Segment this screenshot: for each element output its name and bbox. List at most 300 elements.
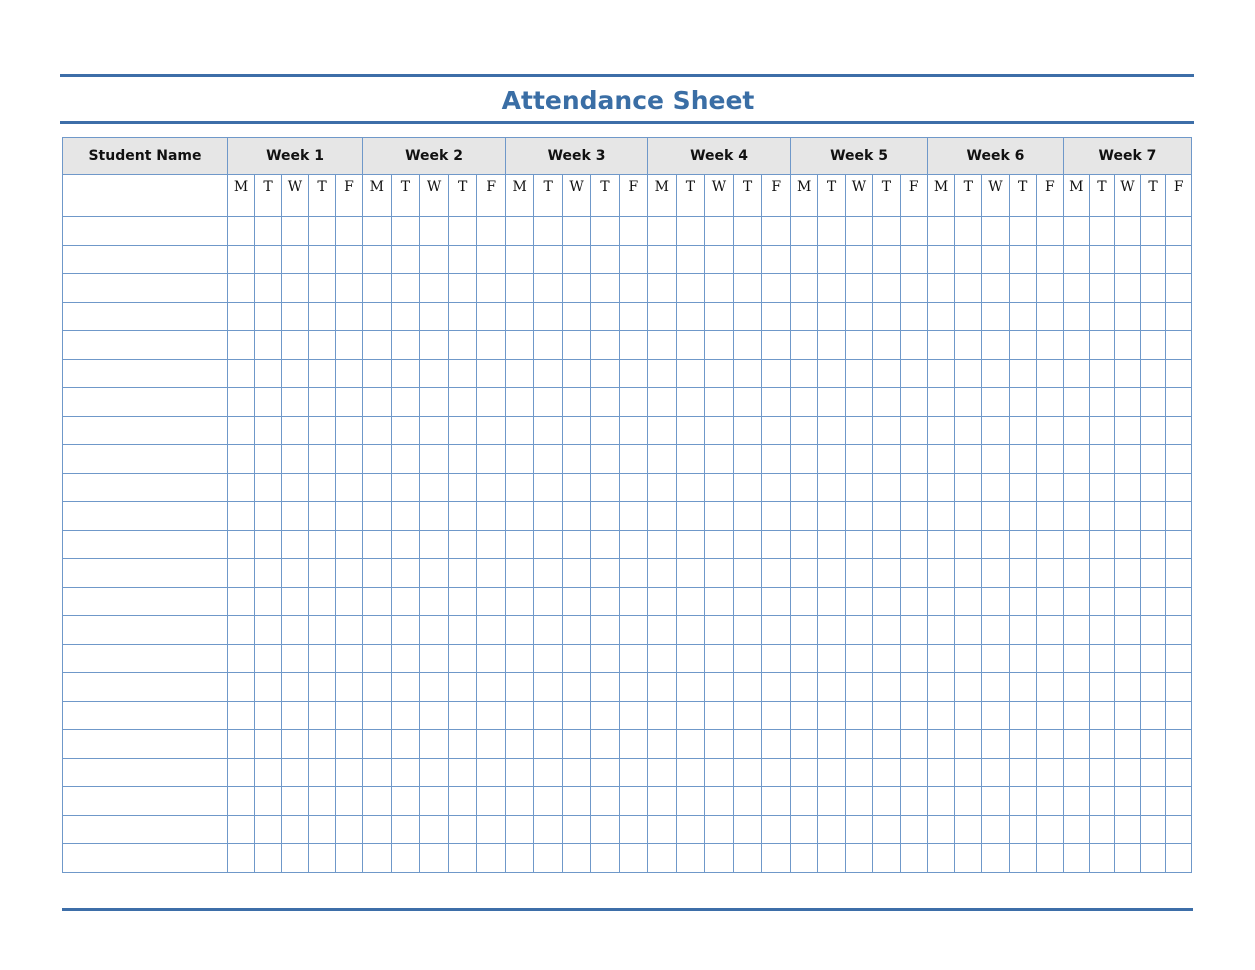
attendance-cell[interactable] [955,359,982,388]
student-name-cell[interactable] [63,445,228,474]
attendance-cell[interactable] [420,217,449,246]
attendance-cell[interactable] [648,388,677,417]
attendance-cell[interactable] [309,644,336,673]
attendance-cell[interactable] [705,388,734,417]
attendance-cell[interactable] [733,245,762,274]
attendance-cell[interactable] [1115,587,1141,616]
attendance-cell[interactable] [336,701,363,730]
attendance-cell[interactable] [762,416,791,445]
attendance-cell[interactable] [873,530,900,559]
attendance-cell[interactable] [282,359,309,388]
attendance-cell[interactable] [982,274,1009,303]
attendance-cell[interactable] [1036,644,1063,673]
attendance-cell[interactable] [477,844,506,873]
attendance-cell[interactable] [255,644,282,673]
attendance-cell[interactable] [1140,844,1166,873]
attendance-cell[interactable] [309,245,336,274]
attendance-cell[interactable] [818,701,845,730]
attendance-cell[interactable] [676,217,705,246]
attendance-cell[interactable] [448,730,477,759]
attendance-cell[interactable] [591,815,619,844]
student-name-cell[interactable] [63,815,228,844]
attendance-cell[interactable] [1063,616,1089,645]
attendance-cell[interactable] [506,673,534,702]
attendance-cell[interactable] [363,587,392,616]
student-name-cell[interactable] [63,673,228,702]
attendance-cell[interactable] [900,616,927,645]
attendance-cell[interactable] [845,302,872,331]
attendance-cell[interactable] [591,502,619,531]
attendance-cell[interactable] [1009,844,1036,873]
attendance-cell[interactable] [1036,359,1063,388]
attendance-cell[interactable] [928,445,955,474]
attendance-cell[interactable] [309,473,336,502]
attendance-cell[interactable] [982,616,1009,645]
attendance-cell[interactable] [336,302,363,331]
attendance-cell[interactable] [534,274,562,303]
attendance-cell[interactable] [448,245,477,274]
attendance-cell[interactable] [900,445,927,474]
attendance-cell[interactable] [363,416,392,445]
attendance-cell[interactable] [900,302,927,331]
attendance-cell[interactable] [1115,445,1141,474]
attendance-cell[interactable] [1166,302,1192,331]
attendance-cell[interactable] [1063,787,1089,816]
attendance-cell[interactable] [309,701,336,730]
attendance-cell[interactable] [845,502,872,531]
attendance-cell[interactable] [1115,217,1141,246]
attendance-cell[interactable] [363,245,392,274]
attendance-cell[interactable] [791,701,818,730]
attendance-cell[interactable] [391,331,420,360]
attendance-cell[interactable] [818,587,845,616]
attendance-cell[interactable] [1166,644,1192,673]
attendance-cell[interactable] [506,530,534,559]
attendance-cell[interactable] [1009,787,1036,816]
attendance-cell[interactable] [845,530,872,559]
attendance-cell[interactable] [955,274,982,303]
attendance-cell[interactable] [982,416,1009,445]
attendance-cell[interactable] [1115,331,1141,360]
attendance-cell[interactable] [1036,445,1063,474]
attendance-cell[interactable] [506,815,534,844]
attendance-cell[interactable] [1089,359,1115,388]
attendance-cell[interactable] [255,217,282,246]
attendance-cell[interactable] [955,673,982,702]
attendance-cell[interactable] [420,701,449,730]
attendance-cell[interactable] [506,644,534,673]
attendance-cell[interactable] [228,416,255,445]
attendance-cell[interactable] [506,274,534,303]
student-name-cell[interactable] [63,473,228,502]
attendance-cell[interactable] [591,530,619,559]
attendance-cell[interactable] [928,587,955,616]
attendance-cell[interactable] [1089,217,1115,246]
attendance-cell[interactable] [928,530,955,559]
attendance-cell[interactable] [228,644,255,673]
attendance-cell[interactable] [733,844,762,873]
attendance-cell[interactable] [448,559,477,588]
attendance-cell[interactable] [1036,274,1063,303]
attendance-cell[interactable] [791,388,818,417]
attendance-cell[interactable] [420,559,449,588]
attendance-cell[interactable] [477,359,506,388]
attendance-cell[interactable] [1166,274,1192,303]
attendance-cell[interactable] [391,530,420,559]
attendance-cell[interactable] [845,245,872,274]
attendance-cell[interactable] [1009,473,1036,502]
attendance-cell[interactable] [900,559,927,588]
attendance-cell[interactable] [562,359,590,388]
attendance-cell[interactable] [336,445,363,474]
attendance-cell[interactable] [733,388,762,417]
attendance-cell[interactable] [648,844,677,873]
attendance-cell[interactable] [477,530,506,559]
attendance-cell[interactable] [1089,473,1115,502]
attendance-cell[interactable] [420,787,449,816]
attendance-cell[interactable] [791,530,818,559]
attendance-cell[interactable] [818,245,845,274]
attendance-cell[interactable] [363,787,392,816]
attendance-cell[interactable] [1063,587,1089,616]
attendance-cell[interactable] [448,359,477,388]
attendance-cell[interactable] [1063,644,1089,673]
attendance-cell[interactable] [336,530,363,559]
attendance-cell[interactable] [982,559,1009,588]
attendance-cell[interactable] [420,673,449,702]
attendance-cell[interactable] [873,701,900,730]
attendance-cell[interactable] [873,559,900,588]
attendance-cell[interactable] [955,644,982,673]
attendance-cell[interactable] [648,758,677,787]
attendance-cell[interactable] [282,701,309,730]
attendance-cell[interactable] [1063,530,1089,559]
student-name-cell[interactable] [63,175,228,217]
attendance-cell[interactable] [982,730,1009,759]
attendance-cell[interactable] [900,473,927,502]
attendance-cell[interactable] [363,616,392,645]
attendance-cell[interactable] [228,388,255,417]
attendance-cell[interactable] [363,815,392,844]
attendance-cell[interactable] [534,644,562,673]
attendance-cell[interactable] [928,559,955,588]
attendance-cell[interactable] [845,587,872,616]
attendance-cell[interactable] [1115,844,1141,873]
attendance-cell[interactable] [1063,388,1089,417]
attendance-cell[interactable] [791,359,818,388]
attendance-cell[interactable] [255,331,282,360]
attendance-cell[interactable] [391,815,420,844]
attendance-cell[interactable] [309,673,336,702]
attendance-cell[interactable] [1166,815,1192,844]
attendance-cell[interactable] [534,559,562,588]
attendance-cell[interactable] [448,302,477,331]
attendance-cell[interactable] [477,331,506,360]
attendance-cell[interactable] [420,473,449,502]
attendance-cell[interactable] [1089,416,1115,445]
attendance-cell[interactable] [900,217,927,246]
attendance-cell[interactable] [477,758,506,787]
attendance-cell[interactable] [309,730,336,759]
attendance-cell[interactable] [762,502,791,531]
attendance-cell[interactable] [873,445,900,474]
attendance-cell[interactable] [955,758,982,787]
attendance-cell[interactable] [391,473,420,502]
attendance-cell[interactable] [818,473,845,502]
attendance-cell[interactable] [762,815,791,844]
attendance-cell[interactable] [534,245,562,274]
attendance-cell[interactable] [1115,245,1141,274]
attendance-cell[interactable] [762,616,791,645]
attendance-cell[interactable] [562,644,590,673]
attendance-cell[interactable] [1036,331,1063,360]
attendance-cell[interactable] [818,673,845,702]
attendance-cell[interactable] [591,359,619,388]
attendance-cell[interactable] [762,644,791,673]
attendance-cell[interactable] [982,787,1009,816]
student-name-cell[interactable] [63,530,228,559]
attendance-cell[interactable] [534,673,562,702]
attendance-cell[interactable] [420,844,449,873]
attendance-cell[interactable] [363,302,392,331]
attendance-cell[interactable] [591,274,619,303]
attendance-cell[interactable] [448,388,477,417]
attendance-cell[interactable] [733,502,762,531]
attendance-cell[interactable] [733,359,762,388]
attendance-cell[interactable] [534,815,562,844]
attendance-cell[interactable] [982,530,1009,559]
attendance-cell[interactable] [1089,559,1115,588]
attendance-cell[interactable] [228,217,255,246]
attendance-cell[interactable] [420,445,449,474]
attendance-cell[interactable] [1089,787,1115,816]
attendance-cell[interactable] [1166,844,1192,873]
attendance-cell[interactable] [420,587,449,616]
attendance-cell[interactable] [845,673,872,702]
attendance-cell[interactable] [900,815,927,844]
attendance-cell[interactable] [336,758,363,787]
attendance-cell[interactable] [1009,673,1036,702]
attendance-cell[interactable] [1115,473,1141,502]
attendance-cell[interactable] [619,445,647,474]
attendance-cell[interactable] [900,416,927,445]
attendance-cell[interactable] [1036,701,1063,730]
attendance-cell[interactable] [762,302,791,331]
attendance-cell[interactable] [391,274,420,303]
attendance-cell[interactable] [705,245,734,274]
attendance-cell[interactable] [705,815,734,844]
attendance-cell[interactable] [228,530,255,559]
attendance-cell[interactable] [1063,701,1089,730]
attendance-cell[interactable] [255,758,282,787]
attendance-cell[interactable] [619,644,647,673]
attendance-cell[interactable] [619,217,647,246]
attendance-cell[interactable] [733,302,762,331]
attendance-cell[interactable] [228,616,255,645]
attendance-cell[interactable] [928,331,955,360]
attendance-cell[interactable] [1166,559,1192,588]
attendance-cell[interactable] [619,530,647,559]
attendance-cell[interactable] [955,559,982,588]
attendance-cell[interactable] [873,673,900,702]
attendance-cell[interactable] [1036,815,1063,844]
attendance-cell[interactable] [391,787,420,816]
attendance-cell[interactable] [928,787,955,816]
attendance-cell[interactable] [1115,730,1141,759]
attendance-cell[interactable] [818,787,845,816]
attendance-cell[interactable] [1063,416,1089,445]
attendance-cell[interactable] [420,416,449,445]
attendance-cell[interactable] [282,587,309,616]
attendance-cell[interactable] [1063,359,1089,388]
attendance-cell[interactable] [1115,559,1141,588]
attendance-cell[interactable] [619,388,647,417]
student-name-cell[interactable] [63,787,228,816]
attendance-cell[interactable] [1140,416,1166,445]
attendance-cell[interactable] [928,245,955,274]
attendance-cell[interactable] [791,559,818,588]
attendance-cell[interactable] [791,217,818,246]
attendance-cell[interactable] [363,274,392,303]
attendance-cell[interactable] [845,701,872,730]
attendance-cell[interactable] [255,815,282,844]
attendance-cell[interactable] [676,701,705,730]
attendance-cell[interactable] [705,559,734,588]
attendance-cell[interactable] [1063,331,1089,360]
attendance-cell[interactable] [448,502,477,531]
attendance-cell[interactable] [255,730,282,759]
attendance-cell[interactable] [282,416,309,445]
attendance-cell[interactable] [282,445,309,474]
attendance-cell[interactable] [228,302,255,331]
attendance-cell[interactable] [506,359,534,388]
attendance-cell[interactable] [282,331,309,360]
attendance-cell[interactable] [228,559,255,588]
attendance-cell[interactable] [534,217,562,246]
attendance-cell[interactable] [845,815,872,844]
attendance-cell[interactable] [1115,274,1141,303]
attendance-cell[interactable] [255,473,282,502]
student-name-cell[interactable] [63,844,228,873]
attendance-cell[interactable] [420,730,449,759]
attendance-cell[interactable] [873,473,900,502]
attendance-cell[interactable] [733,217,762,246]
attendance-cell[interactable] [955,502,982,531]
attendance-cell[interactable] [982,445,1009,474]
attendance-cell[interactable] [762,787,791,816]
attendance-cell[interactable] [705,502,734,531]
attendance-cell[interactable] [1115,388,1141,417]
attendance-cell[interactable] [562,416,590,445]
attendance-cell[interactable] [1009,758,1036,787]
attendance-cell[interactable] [282,787,309,816]
attendance-cell[interactable] [363,758,392,787]
attendance-cell[interactable] [477,302,506,331]
attendance-cell[interactable] [477,217,506,246]
attendance-cell[interactable] [762,274,791,303]
attendance-cell[interactable] [982,758,1009,787]
attendance-cell[interactable] [705,787,734,816]
attendance-cell[interactable] [928,815,955,844]
attendance-cell[interactable] [733,559,762,588]
attendance-cell[interactable] [477,245,506,274]
attendance-cell[interactable] [534,587,562,616]
attendance-cell[interactable] [705,217,734,246]
attendance-cell[interactable] [1036,217,1063,246]
attendance-cell[interactable] [676,758,705,787]
attendance-cell[interactable] [955,473,982,502]
attendance-cell[interactable] [420,331,449,360]
attendance-cell[interactable] [363,530,392,559]
attendance-cell[interactable] [818,758,845,787]
attendance-cell[interactable] [591,331,619,360]
attendance-cell[interactable] [363,217,392,246]
attendance-cell[interactable] [448,416,477,445]
attendance-cell[interactable] [1115,787,1141,816]
attendance-cell[interactable] [255,502,282,531]
attendance-cell[interactable] [762,673,791,702]
attendance-cell[interactable] [1140,331,1166,360]
attendance-cell[interactable] [562,787,590,816]
attendance-cell[interactable] [676,644,705,673]
attendance-cell[interactable] [228,274,255,303]
attendance-cell[interactable] [791,730,818,759]
attendance-cell[interactable] [955,587,982,616]
attendance-cell[interactable] [363,844,392,873]
attendance-cell[interactable] [228,473,255,502]
attendance-cell[interactable] [676,787,705,816]
attendance-cell[interactable] [1166,730,1192,759]
attendance-cell[interactable] [506,217,534,246]
attendance-cell[interactable] [534,758,562,787]
attendance-cell[interactable] [391,758,420,787]
attendance-cell[interactable] [762,331,791,360]
attendance-cell[interactable] [477,644,506,673]
attendance-cell[interactable] [591,616,619,645]
attendance-cell[interactable] [982,844,1009,873]
attendance-cell[interactable] [791,644,818,673]
attendance-cell[interactable] [818,844,845,873]
attendance-cell[interactable] [363,701,392,730]
attendance-cell[interactable] [506,416,534,445]
attendance-cell[interactable] [873,730,900,759]
attendance-cell[interactable] [818,502,845,531]
attendance-cell[interactable] [1089,616,1115,645]
attendance-cell[interactable] [648,815,677,844]
attendance-cell[interactable] [562,616,590,645]
attendance-cell[interactable] [255,245,282,274]
student-name-cell[interactable] [63,644,228,673]
attendance-cell[interactable] [448,758,477,787]
attendance-cell[interactable] [705,473,734,502]
attendance-cell[interactable] [900,530,927,559]
attendance-cell[interactable] [733,587,762,616]
attendance-cell[interactable] [1036,616,1063,645]
attendance-cell[interactable] [1140,758,1166,787]
attendance-cell[interactable] [506,787,534,816]
attendance-cell[interactable] [762,530,791,559]
attendance-cell[interactable] [1036,559,1063,588]
attendance-cell[interactable] [705,331,734,360]
attendance-cell[interactable] [676,673,705,702]
student-name-cell[interactable] [63,587,228,616]
attendance-cell[interactable] [534,331,562,360]
attendance-cell[interactable] [1089,502,1115,531]
attendance-cell[interactable] [506,758,534,787]
attendance-cell[interactable] [982,331,1009,360]
attendance-cell[interactable] [733,445,762,474]
attendance-cell[interactable] [705,616,734,645]
